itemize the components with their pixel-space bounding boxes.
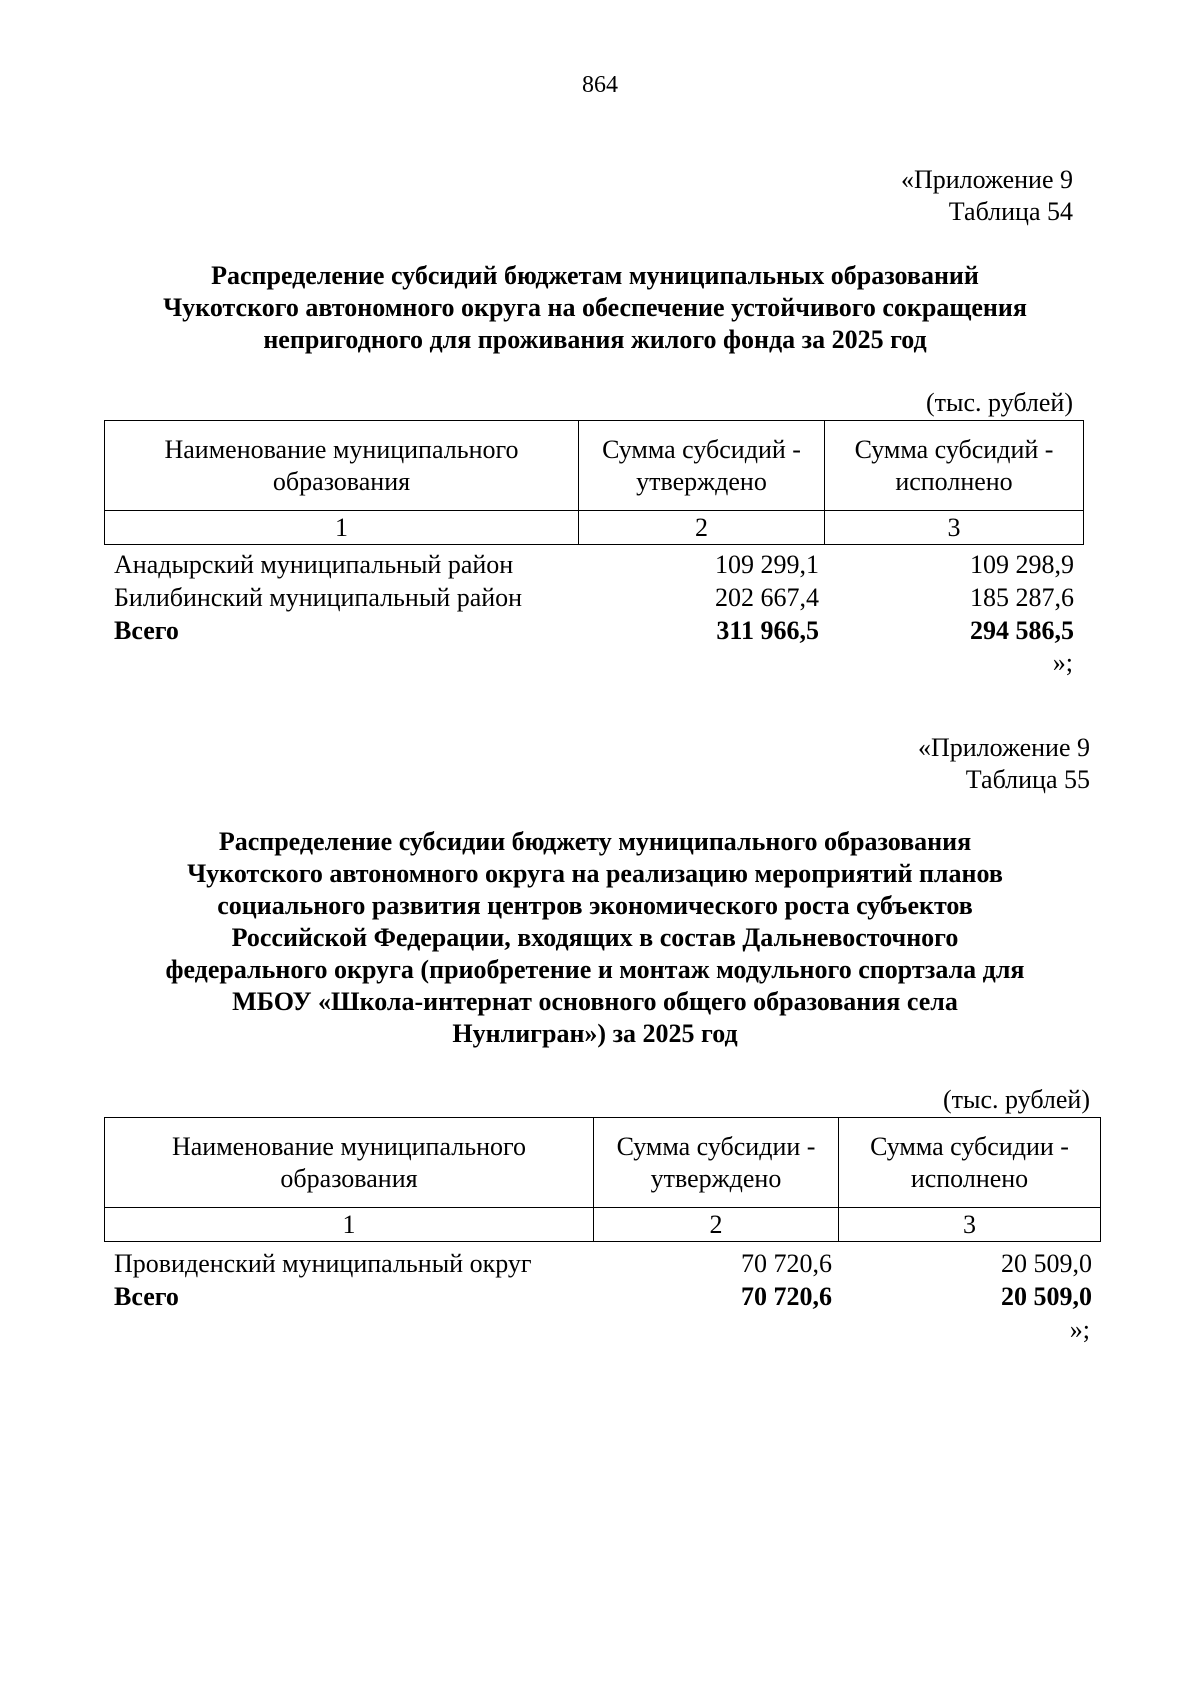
- column-number: 1: [105, 1208, 594, 1242]
- title-line: МБОУ «Школа-интернат основного общего образования села: [232, 987, 958, 1016]
- units-label: (тыс. рублей): [942, 1085, 1090, 1114]
- table-number: Таблица 55: [965, 765, 1090, 794]
- appendix-caption: «Приложение 9: [900, 165, 1073, 194]
- table-54-title: [90, 260, 1100, 356]
- column-number: 2: [579, 511, 825, 545]
- appendix-label-55: [600, 732, 1090, 796]
- row-approved: 70 720,6: [741, 1249, 832, 1278]
- table-row: [104, 548, 1083, 581]
- title-line: Распределение субсидий бюджетам муниципальных образований: [211, 261, 979, 290]
- table-number: Таблица 54: [948, 197, 1073, 226]
- header-name: Наименование муниципального образования: [105, 421, 579, 511]
- row-name: Анадырский муниципальный район: [114, 550, 514, 579]
- title-line: Российской Федерации, входящих в состав Дальневосточного: [231, 923, 959, 952]
- total-executed: 294 586,5: [970, 616, 1074, 645]
- table-row: [104, 581, 1083, 614]
- column-number: 1: [105, 511, 579, 545]
- title-line: федерального округа (приобретение и монтаж модульного спортзала для: [165, 955, 1025, 984]
- units-label: (тыс. рублей): [925, 388, 1073, 417]
- title-line: непригодного для проживания жилого фонда за 2025 год: [263, 325, 927, 354]
- column-number: 3: [839, 1208, 1101, 1242]
- title-line: социального развития центров экономического роста субъектов: [217, 891, 973, 920]
- column-number: 3: [825, 511, 1084, 545]
- total-row: [104, 1280, 1100, 1313]
- row-executed: 20 509,0: [1001, 1249, 1092, 1278]
- row-approved: 109 299,1: [715, 550, 819, 579]
- header-name: Наименование муниципального образования: [105, 1118, 594, 1208]
- column-number: 2: [594, 1208, 839, 1242]
- row-approved: 202 667,4: [715, 583, 819, 612]
- total-label: Всего: [114, 616, 179, 645]
- row-name: Провиденский муниципальный округ: [114, 1249, 532, 1278]
- title-line: Распределение субсидии бюджету муниципального образования: [218, 827, 972, 856]
- title-line: Чукотского автономного округа на обеспечение устойчивого сокращения: [163, 293, 1027, 322]
- total-approved: 70 720,6: [741, 1282, 832, 1311]
- total-row: [104, 614, 1083, 647]
- total-executed: 20 509,0: [1001, 1282, 1092, 1311]
- title-line: Нунлигран») за 2025 год: [452, 1019, 738, 1048]
- closing-quote: »;: [1052, 648, 1073, 677]
- header-executed: Сумма субсидии - исполнено: [839, 1118, 1101, 1208]
- row-name: Билибинский муниципальный район: [114, 583, 523, 612]
- row-executed: 109 298,9: [970, 550, 1074, 579]
- header-executed: Сумма субсидий - исполнено: [825, 421, 1084, 511]
- total-label: Всего: [114, 1282, 179, 1311]
- table-row: [104, 1247, 1100, 1280]
- table-55-title: [90, 826, 1100, 1050]
- table-54-header: [104, 420, 1084, 545]
- closing-quote: »;: [1069, 1315, 1090, 1344]
- table-55-header: [104, 1117, 1101, 1242]
- row-executed: 185 287,6: [970, 583, 1074, 612]
- page-number: 864: [582, 72, 618, 98]
- total-approved: 311 966,5: [716, 616, 819, 645]
- appendix-label-54: [600, 164, 1073, 228]
- header-approved: Сумма субсидии - утверждено: [594, 1118, 839, 1208]
- appendix-caption: «Приложение 9: [917, 733, 1090, 762]
- title-line: Чукотского автономного округа на реализацию мероприятий планов: [187, 859, 1003, 888]
- header-approved: Сумма субсидий - утверждено: [579, 421, 825, 511]
